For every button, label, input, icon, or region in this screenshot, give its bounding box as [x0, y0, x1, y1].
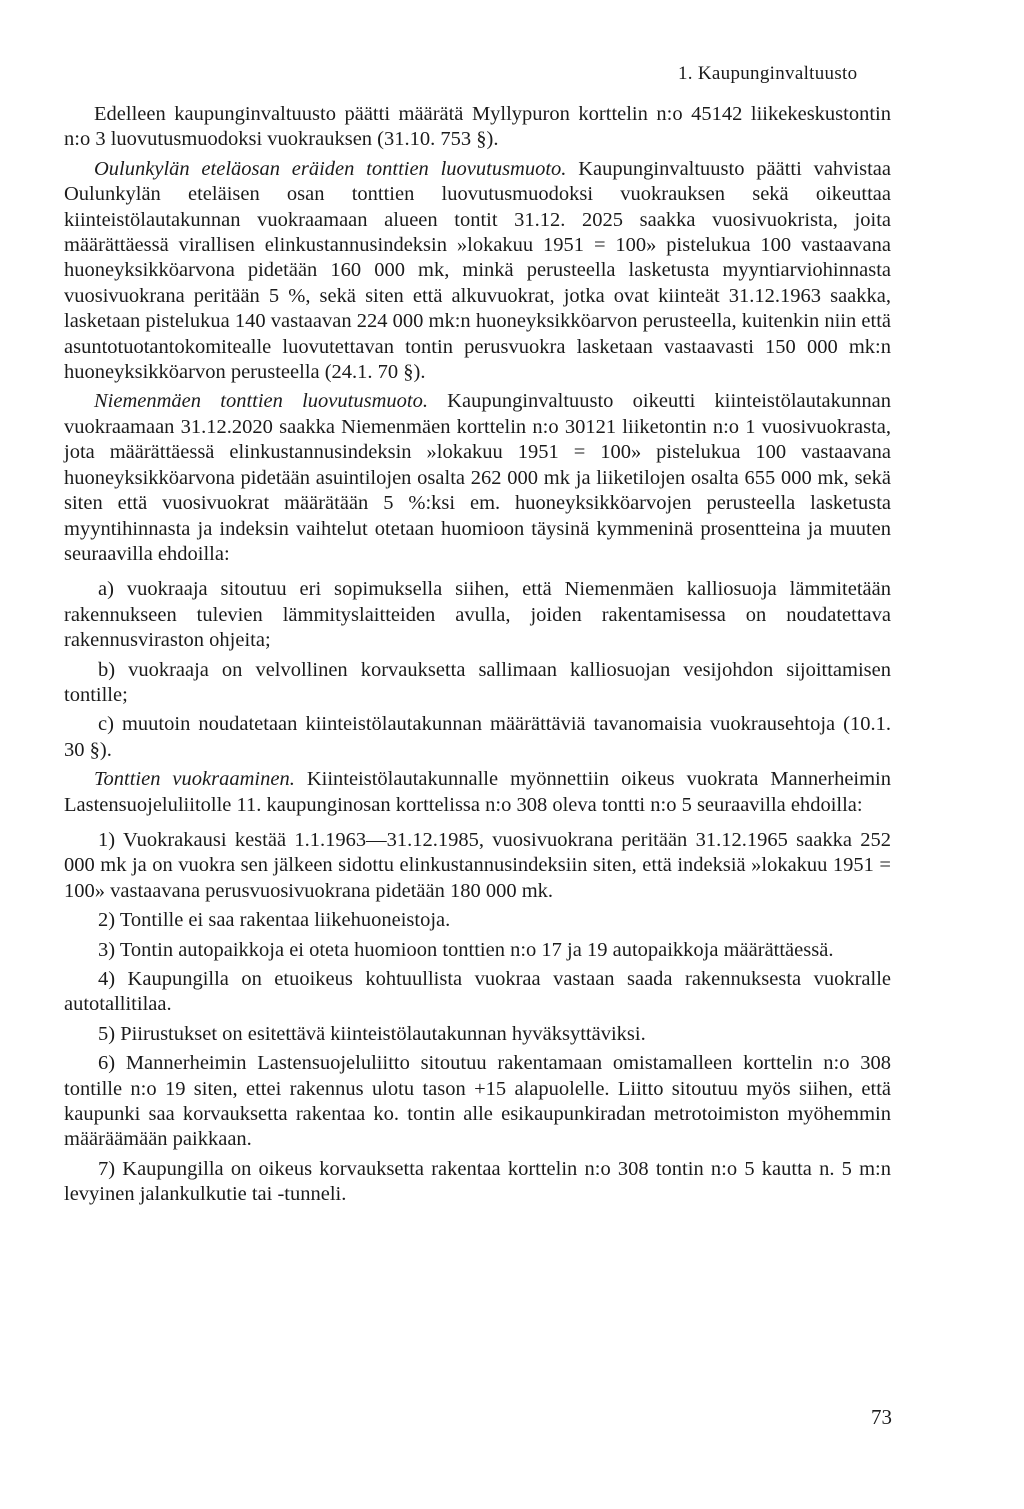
lease-condition-6: 6) Mannerheimin Lastensuojeluliitto sitoutuu rakentamaan omistamalleen korttelin n:o 308 tontille n:o 19 siten, ettei rakennus ulotu tason +15 alapuolelle. Liitto sitoutuu myös siihen, että kaupunki saa korvauksetta rakentaa ko. tontin alle esikaupunkiradan metrotoimiston myöhemmin määräämään paikkaan. — [64, 1052, 891, 1151]
running-header: 1. Kaupunginvaltuusto — [678, 63, 858, 84]
condition-item-a: a) vuokraaja sitoutuu eri sopimuksella siihen, että Niemenmäen kalliosuoja lämmitetään rakennukseen tulevien lämmityslaitteiden avulla, joiden rakentamisessa on noudatettava rakennusviraston ohjeita; — [64, 578, 891, 652]
paragraph-text-oulunkyla: Kaupunginvaltuusto päätti vahvistaa Oulunkylän eteläisen osan tonttien luovutusmuodoksi vuokrauksen sekä oikeuttaa kiinteistölautakunnan vuokraamaan alueen tontit 31.12. 2025 saakka vuosivuokrista, joita määrättäessä virallisen elinkustannusindeksin »lokakuu 1951 = 100» pistelukua 100 vastaavana huoneyksikköarvona pidetään 160 000 mk, minkä perusteella lasketusta myyntiarviohinnasta vuosivuokrana peritään 5 %, sekä siten että alkuvuokrat, jotka ovat kiinteät 31.12.1963 saakka, lasketaan pistelukua 140 vastaavan 224 000 mk:n huoneyksikköarvon perusteella, kuitenkin niin että asuntotuotantokomitealle luovutettavan tontin perusvuokra lasketaan vastaavasti 150 000 mk:n huoneyksikköarvon perusteella (24.1. 70 §). — [64, 157, 891, 384]
condition-item-c: c) muutoin noudatetaan kiinteistölautakunnan määrättäviä tavanomaisia vuokrausehtoja (10.1. 30 §). — [64, 713, 891, 761]
section-heading-niemenmaki: Niemenmäen tonttien luovutusmuoto. — [94, 390, 428, 413]
paragraph-tonttien-vuokraaminen — [64, 767, 891, 818]
paragraph-text-tonttien-vuokraaminen: Kiinteistölautakunnalle myönnettiin oikeus vuokrata Mannerheimin Lastensuojeluliitolle 11. kaupunginosan korttelissa n:o 308 oleva tontti n:o 5 seuraavilla ehdoilla: — [64, 768, 892, 816]
section-heading-tonttien-vuokraaminen: Tonttien vuokraaminen. — [94, 768, 295, 791]
lease-condition-1: 1) Vuokrakausi kestää 1.1.1963—31.12.1985, vuosivuokrana peritään 31.12.1965 saakka 252 000 mk ja on vuokra sen jälkeen sidottu elinkustannusindeksiin siten, että indeksiä »lokakuu 1951 = 100» vastaavana perusvuosivuokrana pidetään 180 000 mk. — [64, 828, 891, 902]
lease-condition-5: 5) Piirustukset on esitettävä kiinteistölautakunnan hyväksyttäviksi. — [98, 1022, 646, 1045]
lease-condition-4: 4) Kaupungilla on etuoikeus kohtuullista vuokraa vastaan saada rakennuksesta vuokralle autotallitilaa. — [64, 968, 891, 1016]
document-body — [64, 102, 891, 1212]
lease-condition-3: 3) Tontin autopaikkoja ei oteta huomioon tonttien n:o 17 ja 19 autopaikkoja määrättäessä. — [98, 938, 834, 961]
lease-condition-2: 2) Tontille ei saa rakentaa liikehuoneistoja. — [98, 909, 451, 932]
paragraph-oulunkyla — [64, 157, 891, 386]
condition-item-b: b) vuokraaja on velvollinen korvauksetta sallimaan kalliosuojan vesijohdon sijoittamisen tontille; — [64, 658, 891, 706]
paragraph-text-niemenmaki: Kaupunginvaltuusto oikeutti kiinteistölautakunnan vuokraamaan 31.12.2020 saakka Niemenmäen korttelin n:o 30121 liiketontin n:o 1 vuosivuokrasta, jota määrättäessä elinkustannusindeksin »lokakuu 1951 = 100» pistelukua 100 vastaavana huoneyksikköarvona pidetään asuintilojen osalta 262 000 mk ja liiketilojen osalta 655 000 mk, sekä siten että vuosivuokrat määrätään 5 %:ksi em. huoneyksikköarvojen perusteella lasketusta myyntihinnasta ja indeksin vaihtelut otetaan huomioon täysinä kymmeninä prosentteina ja muuten seuraavilla ehdoilla: — [64, 390, 892, 565]
lease-condition-7: 7) Kaupungilla on oikeus korvauksetta rakentaa korttelin n:o 308 tontin n:o 5 kautta n. 5 m:n levyinen jalankulkutie tai -tunneli. — [64, 1157, 891, 1206]
paragraph-niemenmaki — [64, 389, 891, 567]
paragraph-myllypuro: Edelleen kaupunginvaltuusto päätti määrätä Myllypuron korttelin n:o 45142 liikekeskustontin n:o 3 luovutusmuodoksi vuokrauksen (31.10. 753 §). — [64, 103, 891, 151]
page-number: 73 — [871, 1405, 892, 1429]
section-heading-oulunkyla: Oulunkylän eteläosan eräiden tonttien luovutusmuoto. — [94, 157, 567, 180]
